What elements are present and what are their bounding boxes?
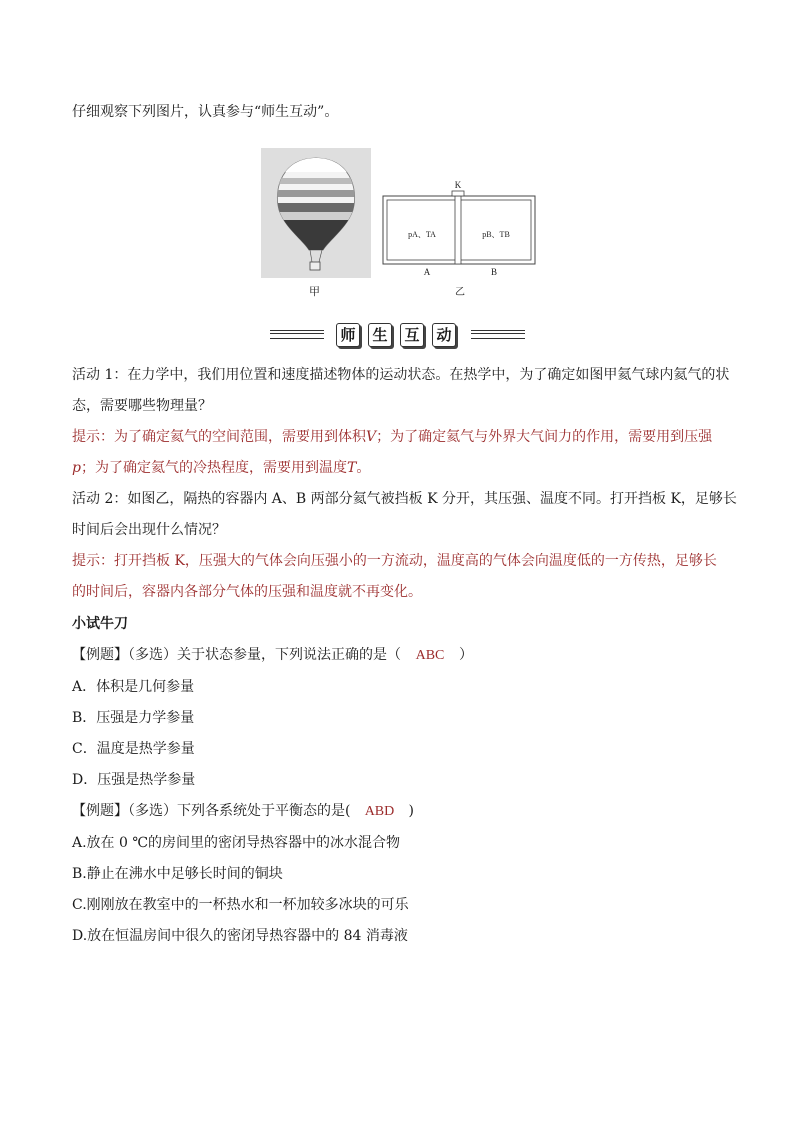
activity2-hint-line1: 提示：打开挡板 K，压强大的气体会向压强小的一方流动，温度高的气体会向温度低的一方传热，足够长 — [72, 553, 717, 569]
example2-answer: ABD — [364, 804, 395, 819]
example1-stem: 【例题】（多选）关于状态参量，下列说法正确的是（ ABC ） — [72, 647, 473, 663]
example2-option: D.放在恒温房间中很久的密闭导热容器中的 84 消毒液 — [72, 928, 408, 944]
left-chamber-label: A — [423, 267, 431, 277]
example1-answer: ABC — [415, 648, 445, 663]
hot-air-balloon-image — [261, 148, 371, 278]
banner-rule-left — [270, 330, 324, 339]
section-banner — [270, 322, 525, 348]
example2-stem: 【例题】（多选）下列各系统处于平衡态的是( ABD ) — [72, 803, 414, 819]
figure-yi-caption: 乙 — [455, 287, 465, 298]
banner-rule-right — [471, 330, 525, 339]
figure-jia-caption: 甲 — [309, 285, 320, 298]
example2-option: B.静止在沸水中足够长时间的铜块 — [72, 866, 283, 882]
intro-text: 仔细观察下列图片，认真参与“师生互动”。 — [72, 104, 339, 120]
activity2-line2: 时间后会出现什么情况？ — [72, 522, 226, 538]
activity1-hint-line1: 提示：为了确定氦气的空间范围，需要用到体积V；为了确定氦气与外界大气间力的作用，需要用到压强 — [72, 429, 713, 445]
banner-char: 生 — [368, 323, 392, 347]
section-title: 小试牛刀 — [72, 616, 128, 632]
valve-label: K — [454, 180, 462, 190]
example1-option: B．压强是力学参量 — [72, 710, 195, 726]
right-state-label: pB、TB — [482, 230, 510, 239]
banner-char: 师 — [336, 323, 360, 347]
example2-option: A.放在 0 ℃的房间里的密闭导热容器中的冰水混合物 — [72, 835, 401, 851]
banner-char: 动 — [432, 323, 456, 347]
banner-char: 互 — [400, 323, 424, 347]
activity2-hint-line2: 的时间后，容器内各部分气体的压强和温度就不再变化。 — [72, 584, 422, 600]
left-state-label: pA、TA — [408, 230, 436, 239]
example1-option: D．压强是热学参量 — [72, 772, 196, 788]
activity2-line1: 活动 2：如图乙，隔热的容器内 A、B 两部分氦气被挡板 K 分开，其压强、温度不同。打开挡板 K，足够长 — [72, 491, 737, 507]
right-chamber-label: B — [490, 267, 498, 277]
activity1-line2: 态，需要哪些物理量？ — [72, 398, 212, 414]
example1-option: A．体积是几何参量 — [72, 679, 195, 695]
activity1-line1: 活动 1：在力学中，我们用位置和速度描述物体的运动状态。在热学中，为了确定如图甲氦气球内氦气的状 — [72, 367, 730, 383]
container-diagram — [380, 176, 538, 298]
example1-option: C．温度是热学参量 — [72, 741, 195, 757]
activity1-hint-line2: p；为了确定氦气的冷热程度，需要用到温度T。 — [72, 460, 371, 476]
example2-option: C.刚刚放在教室中的一杯热水和一杯加较多冰块的可乐 — [72, 897, 409, 913]
